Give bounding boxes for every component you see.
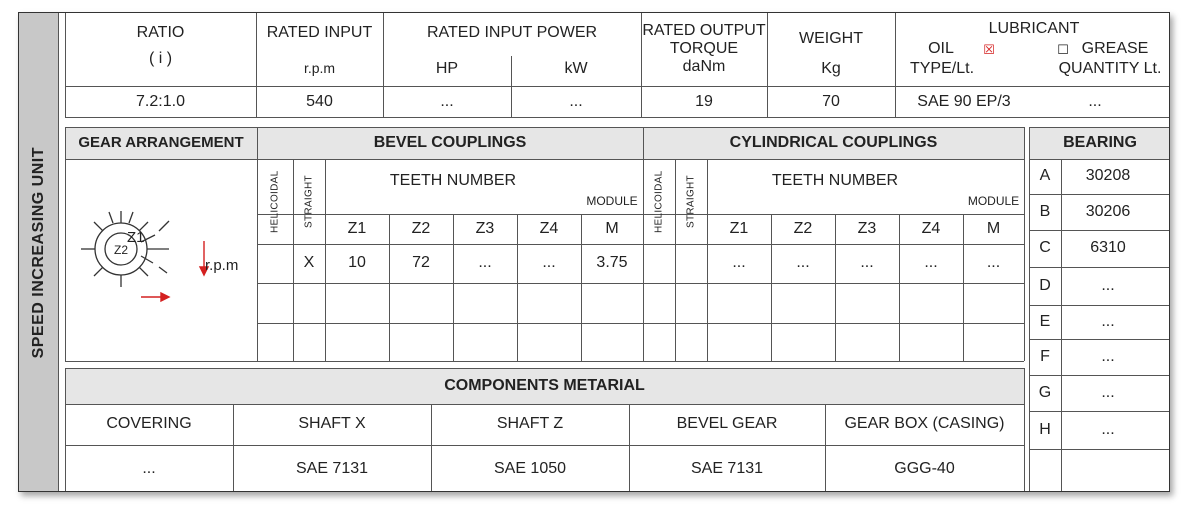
cyl-col-m: M	[986, 219, 1001, 237]
cyl-z2-value: ...	[796, 254, 810, 272]
components-value-shaft-z: SAE 1050	[493, 459, 567, 477]
quantity-label: QUANTITY Lt.	[1058, 60, 1162, 77]
cyl-z3-value: ...	[860, 254, 874, 272]
output-torque-label-1: RATED OUTPUT	[642, 22, 766, 39]
cyl-helicoidal-header: HELICOIDAL	[653, 170, 665, 234]
bevel-module-label: MODULE	[586, 194, 638, 208]
cyl-col-z1: Z1	[729, 219, 749, 237]
components-header-gear-box: GEAR BOX (CASING)	[844, 415, 1005, 433]
components-value-bevel-gear: SAE 7131	[690, 459, 764, 477]
bevel-col-z1: Z1	[347, 219, 367, 237]
bevel-teeth-number-label: TEETH NUMBER	[389, 172, 517, 189]
gear-rpm-label: r.p.m	[205, 257, 239, 274]
components-header-bevel-gear: BEVEL GEAR	[676, 415, 778, 433]
bevel-z2-value: 72	[412, 254, 430, 272]
bearing-key-h: H	[1039, 420, 1051, 438]
components-header-shaft-x: SHAFT X	[298, 415, 366, 433]
cyl-z1-value: ...	[732, 254, 746, 272]
type-label: TYPE/Lt.	[909, 60, 975, 77]
hp-unit: HP	[435, 60, 459, 77]
gear-z1-label: Z1	[127, 229, 145, 246]
spec-sheet	[18, 12, 1170, 492]
lubricant-type-value: SAE 90 EP/3	[917, 92, 1011, 110]
bearing-value-c: 6310	[1090, 239, 1126, 257]
bearing-key-d: D	[1039, 276, 1051, 294]
cyl-col-z4: Z4	[921, 219, 941, 237]
bearing-value-f: ...	[1101, 347, 1115, 365]
bearing-key-b: B	[1039, 202, 1051, 220]
bearing-key-a: A	[1039, 167, 1051, 185]
weight-value: 70	[822, 92, 840, 110]
rated-input-power-label: RATED INPUT POWER	[426, 24, 598, 41]
gear-arrangement-diagram	[67, 163, 255, 313]
bevel-couplings-title: BEVEL COUPLINGS	[373, 133, 527, 151]
bearing-value-e: ...	[1101, 312, 1115, 330]
ratio-symbol: ( i )	[148, 50, 173, 67]
bearing-value-d: ...	[1101, 276, 1115, 294]
kw-value: ...	[569, 92, 583, 110]
rated-input-value: 540	[306, 92, 333, 110]
hp-value: ...	[440, 92, 454, 110]
cyl-z4-value: ...	[924, 254, 938, 272]
components-value-gear-box: GGG-40	[894, 459, 955, 477]
weight-label: WEIGHT	[799, 30, 863, 47]
grease-label: GREASE	[1081, 40, 1149, 57]
bevel-helicoidal-header: HELICOIDAL	[269, 170, 281, 234]
side-label: SPEED INCREASING UNIT	[30, 147, 47, 359]
bearing-title: BEARING	[1063, 133, 1137, 151]
gear-z2-label: Z2	[113, 242, 128, 257]
bevel-z3-value: ...	[478, 254, 492, 272]
output-torque-unit: daNm	[682, 58, 726, 75]
cyl-module-label: MODULE	[967, 194, 1020, 208]
bearing-value-h: ...	[1101, 420, 1115, 438]
bevel-col-z2: Z2	[411, 219, 431, 237]
oil-label: OIL	[928, 40, 954, 57]
bevel-col-z4: Z4	[539, 219, 559, 237]
ratio-label: RATIO	[136, 24, 185, 41]
weight-unit: Kg	[821, 60, 841, 77]
bevel-straight-header: STRAIGHT	[303, 175, 315, 229]
cyl-col-z3: Z3	[857, 219, 877, 237]
cyl-module-value: ...	[986, 254, 1001, 272]
kw-unit: kW	[564, 60, 588, 77]
cyl-teeth-number-label: TEETH NUMBER	[771, 172, 899, 189]
rated-input-label: RATED INPUT	[266, 24, 373, 41]
components-material-title: COMPONENTS METARIAL	[444, 376, 645, 394]
bevel-col-m: M	[605, 219, 619, 237]
lubricant-quantity-value: ...	[1088, 92, 1102, 110]
ratio-value: 7.2:1.0	[136, 92, 185, 110]
components-header-shaft-z: SHAFT Z	[496, 415, 564, 433]
bevel-module-value: 3.75	[596, 254, 628, 272]
rated-input-unit: r.p.m	[303, 60, 336, 76]
cylindrical-couplings-title: CYLINDRICAL COUPLINGS	[729, 133, 938, 151]
bearing-key-f: F	[1040, 347, 1050, 365]
gear-arrangement-title: GEAR ARRANGEMENT	[78, 134, 244, 152]
bearing-value-g: ...	[1101, 383, 1115, 401]
bearing-value-a: 30208	[1085, 167, 1131, 185]
bevel-helicoidal-value	[257, 244, 293, 283]
components-value-covering: ...	[142, 459, 156, 477]
oil-checked-box[interactable]: ☒	[983, 42, 995, 57]
components-value-shaft-x: SAE 7131	[295, 459, 369, 477]
lubricant-label: LUBRICANT	[988, 20, 1080, 37]
output-torque-label-2: TORQUE	[669, 40, 739, 57]
bevel-col-z3: Z3	[475, 219, 495, 237]
bearing-value-b: 30206	[1085, 202, 1131, 220]
components-header-covering: COVERING	[106, 415, 192, 433]
bevel-z4-value: ...	[542, 254, 556, 272]
bearing-key-c: C	[1039, 239, 1051, 257]
cyl-col-z2: Z2	[793, 219, 813, 237]
grease-checkbox[interactable]: ☐	[1057, 42, 1069, 57]
bevel-straight-value: X	[303, 254, 315, 272]
bevel-z1-value: 10	[348, 254, 366, 272]
bearing-key-g: G	[1038, 383, 1052, 401]
output-torque-value: 19	[695, 92, 713, 110]
cyl-straight-header: STRAIGHT	[685, 175, 697, 229]
bearing-key-e: E	[1039, 312, 1051, 330]
